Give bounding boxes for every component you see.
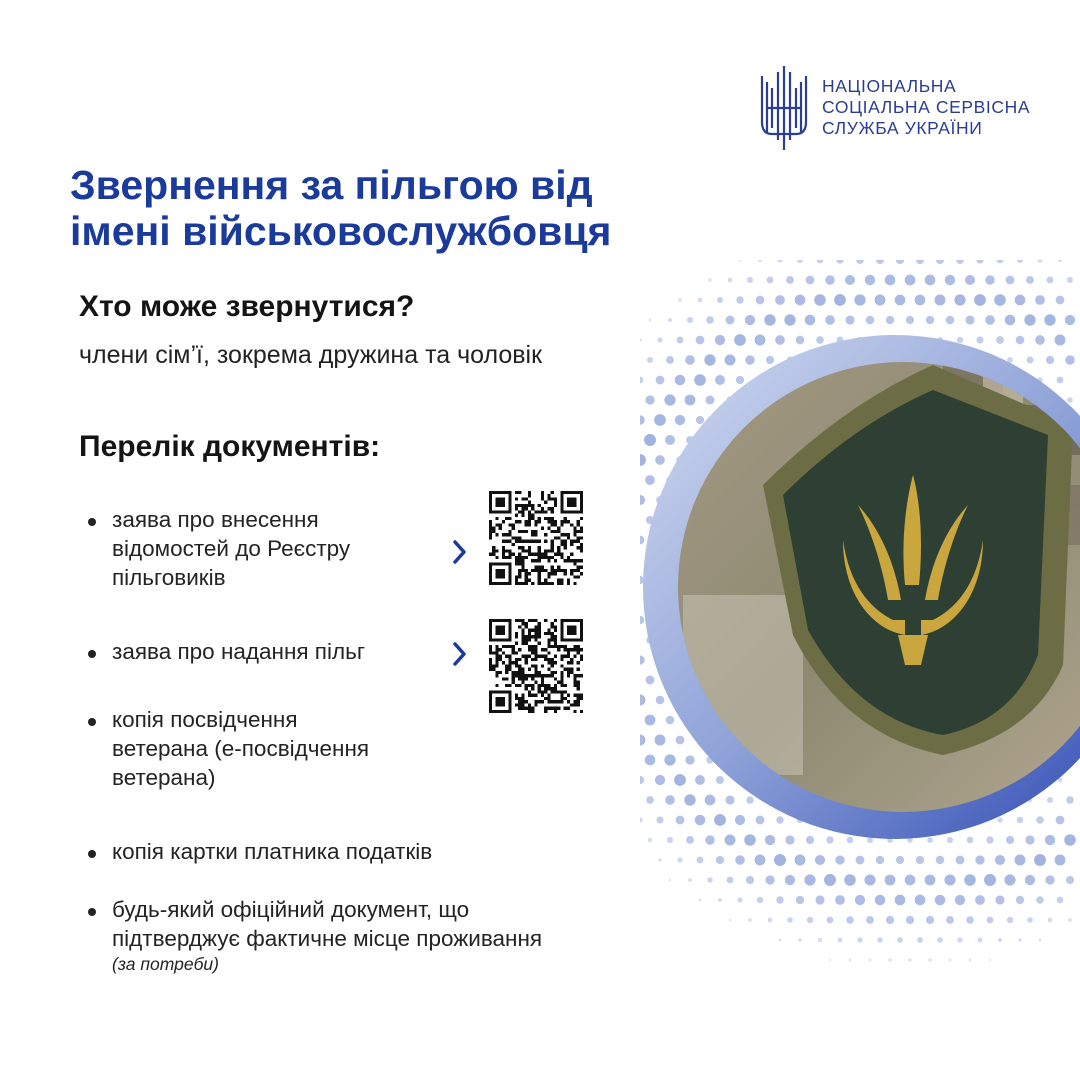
decor-dot [716, 856, 724, 864]
title-line-2: імені військовослужбовця [70, 208, 612, 254]
list-item-line: ветерана (е-посвідчення [112, 736, 370, 761]
decor-dot [1015, 855, 1026, 866]
decor-dot [984, 874, 996, 886]
decor-dot [886, 916, 894, 924]
decor-dot [908, 958, 911, 961]
decor-dot [776, 896, 783, 903]
decor-dot [949, 959, 952, 962]
decor-dot [926, 916, 934, 924]
list-item-line: пільговиків [112, 565, 226, 590]
decor-dot [998, 938, 1002, 942]
decor-dot [1036, 896, 1043, 903]
decor-dot [726, 316, 735, 325]
decor-dot [785, 875, 795, 885]
decor-dot [718, 898, 722, 902]
decor-dot [747, 277, 753, 283]
decor-dot [836, 260, 843, 264]
decor-dot [697, 857, 704, 864]
decor-dot [817, 260, 824, 263]
decor-dot [838, 938, 843, 943]
decor-dot [1066, 876, 1074, 884]
decor-dot [895, 295, 906, 306]
decor-dot [845, 275, 855, 285]
decor-dot [798, 938, 802, 942]
list-item-line: заява про внесення [112, 507, 319, 532]
decor-dot [897, 937, 903, 943]
decor-dot [677, 857, 682, 862]
decor-dot [946, 916, 954, 924]
decor-dot [956, 856, 965, 865]
decor-dot [1027, 917, 1033, 923]
decor-dot [775, 295, 785, 305]
decor-dot [735, 855, 745, 865]
decor-dot [989, 959, 991, 961]
decor-dot [1037, 260, 1042, 263]
decor-dot [876, 856, 884, 864]
list-item-line: будь-який офіційний документ, що [112, 897, 470, 922]
decor-dot [1026, 276, 1034, 284]
decor-dot [814, 294, 826, 306]
decor-dot [1017, 260, 1023, 263]
decor-dot [658, 858, 662, 862]
decor-dot [738, 260, 741, 262]
decor-dot [925, 875, 936, 886]
decor-dot [885, 875, 896, 886]
decor-dot [974, 294, 986, 306]
decor-dot [1044, 314, 1055, 325]
chevron-right-icon[interactable] [451, 641, 469, 667]
list-item-line: підтверджує фактичне місце проживання [112, 926, 543, 951]
bullet-icon [88, 650, 96, 658]
decor-dot [835, 895, 845, 905]
qr-code-icon[interactable] [489, 619, 583, 713]
decor-dot [935, 895, 946, 906]
decor-dot [815, 855, 825, 865]
decor-dot [699, 899, 702, 902]
decor-dot [906, 916, 914, 924]
decor-dot [815, 895, 824, 904]
decor-dot [995, 895, 1004, 904]
decor-dot [669, 879, 671, 881]
decor-dot [845, 315, 854, 324]
decor-dot [784, 314, 795, 325]
documents-heading: Перелік документів: [79, 430, 381, 463]
decor-dot [969, 959, 972, 962]
decor-dot [1018, 938, 1022, 942]
decor-dot [849, 959, 852, 962]
decor-dot [888, 958, 891, 961]
decor-dot [954, 294, 965, 305]
list-item-line: відомостей до Реєстру [112, 536, 351, 561]
decor-dot [875, 895, 886, 906]
decor-dot [905, 875, 916, 886]
decor-dot [757, 897, 763, 903]
decor-dot [855, 895, 865, 905]
decor-dot [1065, 315, 1075, 325]
decor-dot [755, 855, 766, 866]
decor-dot [748, 918, 752, 922]
decor-dot [1057, 897, 1063, 903]
nssu-emblem-icon [756, 62, 812, 154]
decor-dot [915, 295, 926, 306]
decor-dot [976, 260, 983, 264]
decor-dot [925, 275, 936, 286]
decor-dot [896, 856, 904, 864]
decor-dot [866, 316, 875, 325]
decor-dot [796, 896, 804, 904]
decor-dot [975, 855, 984, 864]
decor-dot [877, 937, 883, 943]
decor-dot [678, 298, 681, 301]
decor-dot [906, 316, 914, 324]
title-line-1: Звернення за пільгою від [70, 162, 593, 208]
decor-dot [795, 855, 806, 866]
decor-dot [916, 260, 924, 264]
decor-dot [957, 937, 962, 942]
decor-dot [805, 315, 816, 326]
decor-dot [835, 855, 844, 864]
decor-dot [708, 278, 711, 281]
decor-dot [995, 855, 1005, 865]
decor-dot [895, 895, 906, 906]
decor-dot [649, 319, 652, 322]
decor-dot [975, 895, 985, 905]
decor-dot [857, 937, 862, 942]
decor-dot [795, 295, 806, 306]
decor-dot [1007, 917, 1013, 923]
decor-dot [955, 895, 965, 905]
decor-dot [826, 916, 833, 923]
logo-text [822, 76, 1030, 139]
decor-dot [966, 916, 974, 924]
decor-dot [896, 260, 904, 264]
bullet-icon [88, 518, 96, 526]
decor-dot [825, 315, 835, 325]
decor-dot [698, 298, 703, 303]
who-heading: Хто може звернутися? [79, 290, 415, 323]
decor-dot [1056, 296, 1065, 305]
list-item-line: заява про надання пільг [112, 639, 366, 664]
decor-dot [916, 856, 924, 864]
decor-dot [1067, 277, 1073, 283]
decor-dot [866, 916, 874, 924]
decor-dot [806, 276, 815, 285]
decor-dot [844, 874, 856, 886]
decor-dot [728, 278, 733, 283]
decor-dot [965, 275, 975, 285]
decor-dot [745, 315, 755, 325]
decor-dot [765, 875, 774, 884]
decor-dot [997, 260, 1004, 263]
decor-dot [707, 877, 712, 882]
list-item-line: ветерана) [112, 765, 216, 790]
chevron-right-icon[interactable] [451, 539, 469, 565]
decor-dot [834, 294, 846, 306]
decor-dot [717, 297, 723, 303]
decor-dot [729, 919, 732, 922]
decor-dot [779, 939, 782, 942]
decor-dot [1005, 315, 1016, 326]
decor-dot [846, 916, 854, 924]
decor-dot [764, 314, 775, 325]
decor-dot [1015, 295, 1026, 306]
qr-code-icon[interactable] [489, 491, 583, 585]
decor-dot [994, 294, 1006, 306]
decor-dot [936, 856, 944, 864]
decor-dot [985, 315, 995, 325]
bullet-icon [88, 718, 96, 726]
page-title [70, 162, 790, 254]
list-item-line: копія картки платника податків [112, 839, 433, 864]
decor-dot [945, 275, 955, 285]
decor-dot [1025, 875, 1035, 885]
decor-dot [935, 295, 946, 306]
trident-patch-photo [643, 335, 1080, 840]
bullet-icon [88, 850, 96, 858]
decor-dot [926, 316, 934, 324]
decor-dot [875, 295, 886, 306]
decor-dot [804, 874, 815, 885]
decor-dot [767, 277, 774, 284]
logo-line-3: СЛУЖБА УКРАЇНИ [822, 118, 983, 138]
decor-dot [885, 275, 896, 286]
decor-dot [688, 878, 692, 882]
decor-dot [824, 874, 836, 886]
decor-dot [944, 874, 955, 885]
decor-dot [937, 937, 943, 943]
decor-dot [964, 874, 976, 886]
decor-dot [706, 316, 714, 324]
decor-dot [756, 296, 765, 305]
list-item-note: (за потреби) [112, 954, 219, 974]
decor-dot [978, 938, 983, 943]
decor-dot [936, 260, 944, 264]
decor-dot [876, 260, 884, 264]
decor-dot [640, 338, 642, 342]
decor-dot [917, 937, 923, 943]
decor-dot [736, 296, 743, 303]
list-item-line: копія посвідчення [112, 707, 298, 732]
logo-line-1: НАЦІОНАЛЬНА [822, 76, 957, 96]
logo-line-2: СОЦІАЛЬНА СЕРВІСНА [822, 97, 1031, 117]
decor-dot [865, 275, 875, 285]
decor-dot [774, 854, 786, 866]
decor-dot [928, 958, 931, 961]
decor-dot [956, 260, 964, 264]
decor-dot [1039, 939, 1042, 942]
decor-dot [1024, 314, 1035, 325]
decor-dot [1058, 260, 1062, 262]
decor-dot [746, 876, 754, 884]
decor-dot [737, 897, 742, 902]
decor-dot [965, 315, 974, 324]
decor-dot [777, 260, 782, 263]
decor-dot [905, 275, 916, 286]
decor-dot [1034, 854, 1046, 866]
decor-dot [1068, 918, 1072, 922]
decor-dot [946, 316, 955, 325]
decor-dot [727, 877, 734, 884]
decor-dot [856, 260, 864, 264]
decor-dot [1004, 874, 1015, 885]
decor-dot [864, 874, 875, 885]
who-text: члени сім’ї, зокрема дружина та чоловік [79, 341, 543, 369]
decor-dot [825, 275, 834, 284]
decor-dot [1035, 295, 1045, 305]
decor-dot [986, 916, 993, 923]
decor-dot [854, 294, 865, 305]
decor-dot [768, 918, 773, 923]
decor-dot [787, 917, 793, 923]
decor-dot [829, 959, 831, 961]
logo [756, 62, 1036, 154]
decor-dot [869, 959, 872, 962]
decor-dot [1006, 276, 1015, 285]
bullet-icon [88, 908, 96, 916]
decor-dot [1045, 875, 1054, 884]
decor-dot [856, 856, 865, 865]
decor-dot [687, 317, 693, 323]
decor-dot [786, 276, 794, 284]
decor-dot [886, 316, 894, 324]
decor-dot [1048, 918, 1053, 923]
decor-dot [668, 318, 672, 322]
decor-dot [807, 917, 813, 923]
decor-dot [797, 260, 803, 263]
decor-dot [818, 938, 822, 942]
decor-dot [1055, 855, 1066, 866]
decor-dot [758, 260, 762, 262]
decor-dot [915, 895, 926, 906]
decor-dot [1016, 896, 1024, 904]
decor-dot [1047, 277, 1054, 284]
decor-dot [985, 275, 994, 284]
